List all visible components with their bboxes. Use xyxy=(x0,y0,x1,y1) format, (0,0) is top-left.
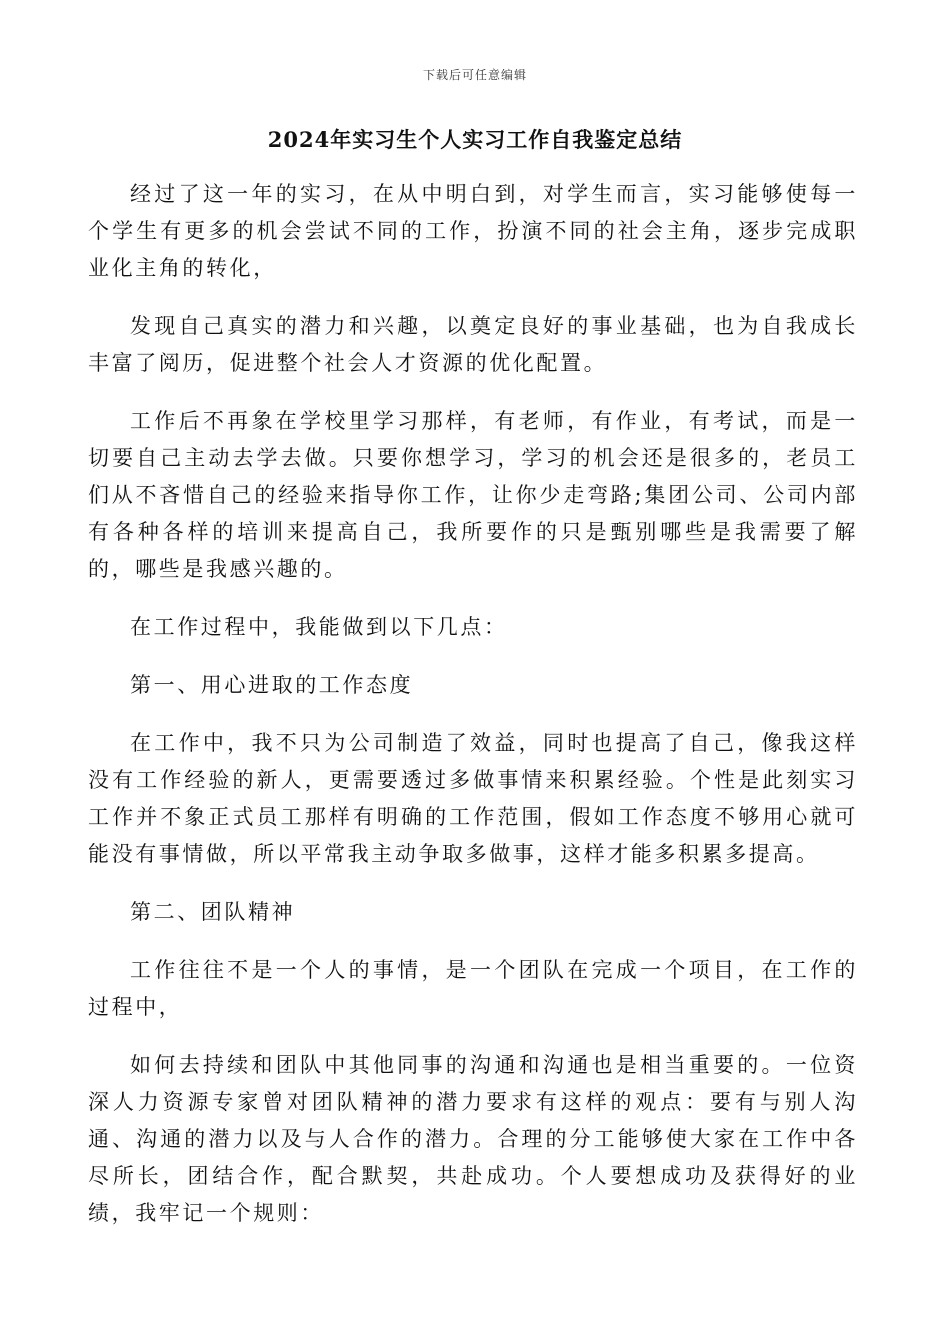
paragraph: 工作往往不是一个人的事情，是一个团队在完成一个项目，在工作的过程中， xyxy=(88,958,858,1019)
section-heading: 第二、团队精神 xyxy=(130,900,296,924)
document-body xyxy=(88,176,858,1253)
document-title: 2024年实习生个人实习工作自我鉴定总结 xyxy=(267,127,683,152)
paragraph: 工作后不再象在学校里学习那样，有老师，有作业，有考试，而是一切要自己主动去学去做。只要你想学习，学习的机会还是很多的，老员工们从不吝惜自己的经验来指导你工作，让你少走弯路;集团公司、公司内部有各种各样的培训来提高自己，我所要作的只是甄别哪些是我需要了解的，哪些是我感兴趣的。 xyxy=(88,409,858,581)
section-heading: 第一、用心进取的工作态度 xyxy=(130,673,414,697)
paragraph: 经过了这一年的实习，在从中明白到，对学生而言，实习能够使每一个学生有更多的机会尝试不同的工作，扮演不同的社会主角，逐步完成职业化主角的转化， xyxy=(88,182,858,280)
paragraph: 在工作中，我不只为公司制造了效益，同时也提高了自己，像我这样没有工作经验的新人，更需要透过多做事情来积累经验。个性是此刻实习工作并不象正式员工那样有明确的工作范围，假如工作态度不够用心就可能没有事情做，所以平常我主动争取多做事，这样才能多积累多提高。 xyxy=(88,731,858,866)
paragraph: 发现自己真实的潜力和兴趣，以奠定良好的事业基础，也为自我成长丰富了阅历，促进整个社会人才资源的优化配置。 xyxy=(88,314,858,375)
paragraph: 在工作过程中，我能做到以下几点： xyxy=(130,615,508,639)
header-note: 下载后可任意编辑 xyxy=(422,68,527,82)
paragraph: 如何去持续和团队中其他同事的沟通和沟通也是相当重要的。一位资深人力资源专家曾对团队精神的潜力要求有这样的观点：要有与别人沟通、沟通的潜力以及与人合作的潜力。合理的分工能够使大家在工作中各尽所长，团结合作，配合默契，共赴成功。个人要想成功及获得好的业绩，我牢记一个规则： xyxy=(88,1053,858,1225)
